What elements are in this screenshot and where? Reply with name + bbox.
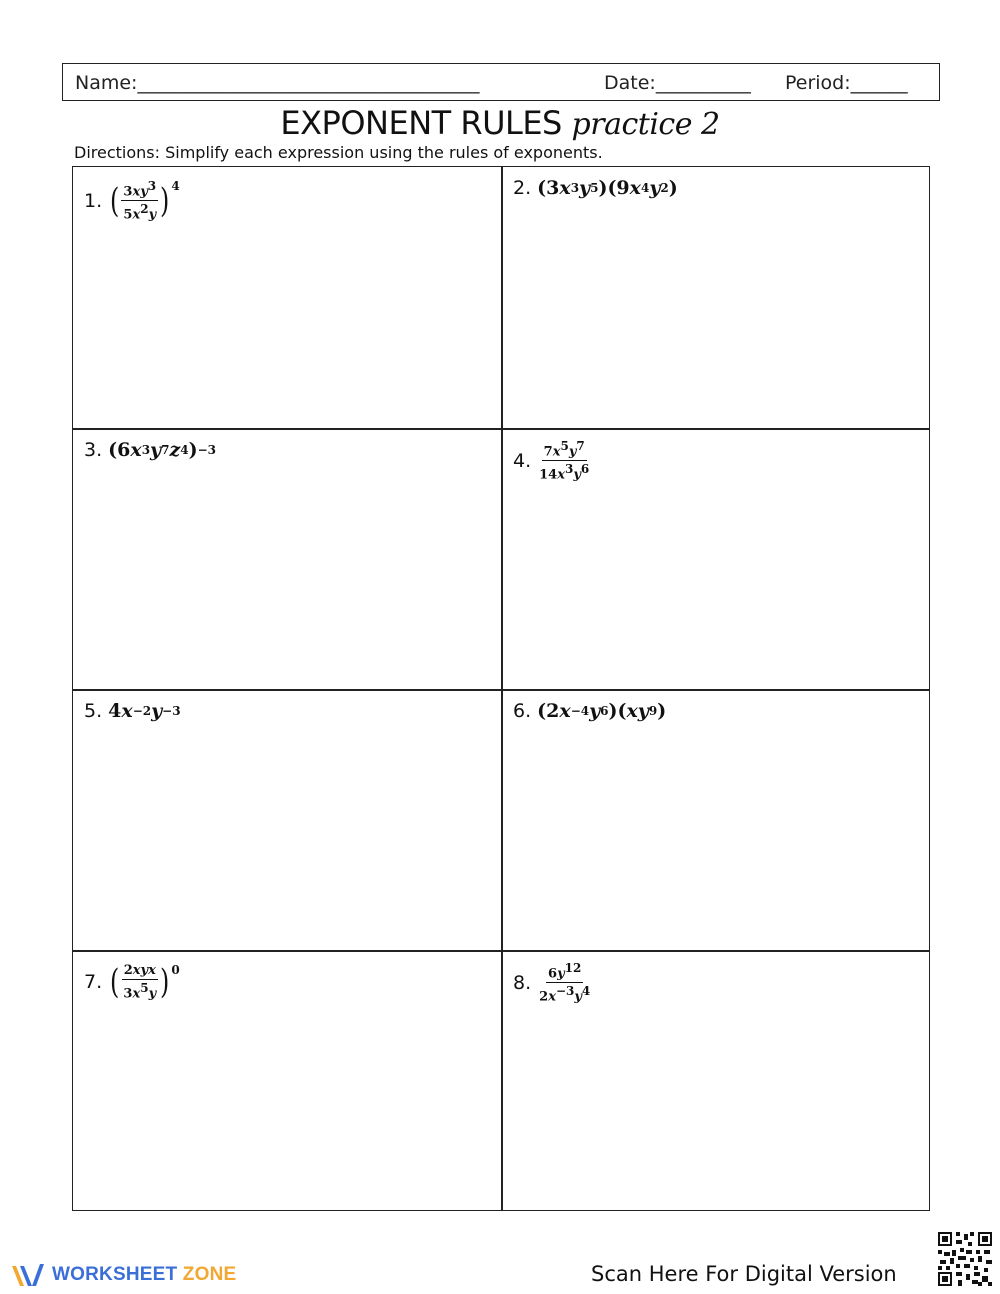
problem-number: 1. xyxy=(84,189,103,212)
worksheetzone-logo xyxy=(10,1260,236,1290)
problem-grid xyxy=(72,166,930,1211)
problem-cell-7 xyxy=(73,951,501,1212)
logo-mark-icon xyxy=(10,1260,46,1290)
problem-expression: (6 x 3 y 7 z 4 ) −3 xyxy=(108,439,217,461)
problem-number: 8. xyxy=(513,971,532,994)
problem-expression: (2 x −4 y 6 )( xy 9 ) xyxy=(537,700,667,722)
problem-expression: ( $\frac{\text{2xyx}}{3x^5y}$ ) $^0$ xyxy=(110,962,180,1003)
problem-number: 6. xyxy=(513,700,532,722)
problem-expression: 4 x −2 y −3 xyxy=(108,700,181,722)
problem-number: 7. xyxy=(84,971,103,994)
student-info-box xyxy=(62,63,940,101)
problem-cell-1 xyxy=(73,167,501,428)
problem-expression: ( $\frac{3xy^3}{5x^2y}$ ) $^4$ xyxy=(110,179,180,223)
date-field-label: Date:__________ xyxy=(604,72,751,94)
problem-number: 3. xyxy=(84,439,103,461)
problem-number: 4. xyxy=(513,449,532,472)
logo-word-worksheet: WORKSHEET xyxy=(52,1264,178,1285)
problem-cell-5 xyxy=(73,690,501,951)
logo-text xyxy=(52,1264,236,1286)
problem-cell-4 xyxy=(502,429,930,690)
problem-expression: $\frac{6y^{12}}{2x^{-3}y^4}$ xyxy=(539,961,591,1005)
title-script: practice 2 xyxy=(571,107,720,142)
name-field-label: Name:____________________________________ xyxy=(75,72,480,94)
directions: Directions: Simplify each expression using the rules of exponents. xyxy=(74,143,603,162)
logo-word-zone: ZONE xyxy=(182,1264,237,1285)
scan-prompt: Scan Here For Digital Version xyxy=(591,1262,897,1286)
problem-cell-3 xyxy=(73,429,501,690)
problem-cell-6 xyxy=(502,690,930,951)
problem-expression: (3 x 3 y 5 )(9 x 4 y 2 ) xyxy=(537,177,678,199)
title-main: EXPONENT RULES xyxy=(280,104,562,142)
problem-cell-2 xyxy=(502,167,930,428)
problem-number: 2. xyxy=(513,177,532,199)
page-title xyxy=(0,104,1000,142)
problem-cell-8 xyxy=(502,951,930,1212)
qr-code-icon[interactable] xyxy=(936,1230,994,1288)
problem-expression: $\frac{7x^5y^7}{14x^3y^6}$ xyxy=(539,439,590,483)
problem-number: 5. xyxy=(84,700,103,722)
period-field-label: Period:______ xyxy=(785,72,908,94)
